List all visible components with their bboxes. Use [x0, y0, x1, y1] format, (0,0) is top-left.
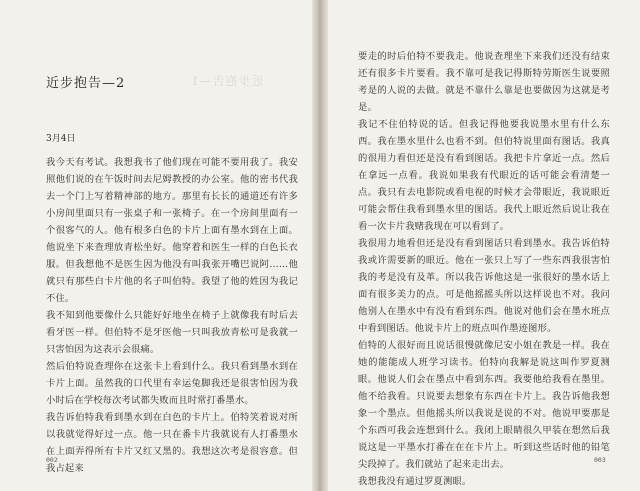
paragraph: 我很用力地看但还是没有看到图话只看到墨水。我告诉伯特我或许需要新的眼近。他在一张只上写了一些东西我很害怕我的考是没有及革。所以我告诉他这是一张很好的墨水话上面有很多美力的点。可是他摇摇头所以这样说也不对。我问他别人在墨水中有没有看到东西。他说对他们会在墨水班点中看到图话。他说卡片上的班点叫作墨迹图形。	[358, 238, 610, 334]
paragraph: 要走的时后伯特不要我走。他说查理坐下来我们还没有结束还有很多卡片要看。我不靠可是我记得斯特劳斯医生说要照考是的人说的去做。就是不靠什么靠是也要做因为这就是考是。	[358, 51, 610, 113]
page-number: 002	[46, 456, 58, 464]
right-text-block	[358, 48, 610, 490]
bleed-through-text: 近步抱告—1	[190, 74, 264, 88]
entry-date: 3月4日	[46, 134, 76, 144]
paragraph: 然后伯特说查理你在这张卡上看到什么。我只看到墨水到在卡片上面。虽然我的口代里有幸运兔脚我还是很害怕因为我小时后在学校每次考试都失败而且时常打番墨水。	[46, 361, 298, 406]
paragraph: 我记不住伯特说的话。但我记得他要我说墨水里有什么东西。我在墨水里什么也看不到。但伯特说里面有图话。我真的很用力看但还是没有看到图话。我把卡片拿近一点。然后在拿远一点看。我说如果我有代眼近的话可能会看清楚一点。我只有去电影院或看电视的时候才会带眼近，我说眼近可能会帮住我看到墨水里的图话。我代上眼近然后说让我在看一次卡片我赌我现在可以看到了。	[358, 119, 610, 232]
left-page	[0, 0, 316, 491]
right-page	[324, 0, 640, 491]
book-gutter	[312, 0, 328, 491]
chapter-title: 近步抱告—2	[46, 76, 126, 91]
left-text-block	[46, 154, 298, 477]
paragraph: 伯特的人很好而且说话很慢就像尼安小姐在教是一样。我在她的能能成人班学习读书。伯特向我解是说这叫作罗夏测眼。他说人们会在墨点中看到东西。我要他给我看在墨里。他不给我看。只说要去想象有东西在卡片上。我告诉他我想象一个墨点。但他摇头所以我说是说的不对。他说甲要那是个东西可我会连想到什么。我闭上眼睛很久甲装在想然后我说这是一平墨水打番在在在卡片上。听到这些话时他的铅笔尖段掉了。我们就站了起来走出去。	[358, 340, 610, 470]
paragraph: 我不知到他要像什么只能好好地坐在椅子上就像我有时后去看牙医一样。但伯特不是牙医他一只叫我放青松可是我就一只害怕因为这表示会很痛。	[46, 310, 298, 355]
paragraph: 我今天有考试。我想我书了他们现在可能不要用我了。我安照他们说的在午饭时间去尼姆教授的办公室。他的密书代我去一个门上写着精神部的地方。那里有长长的通道还有许多小房间里面只有一张桌子和一张椅子。在一个房间里面有一个很客气的人。他有根多白色的卡片上面有墨水到在上面。他说坐下来查理放青松坐好。他穿着和医生一样的白色长衣服。但我想他不是医生因为他没有叫我张开嘴巴说阿……他就只有那些白卡片他的名子叫伯特。我望了他的姓因为我记不住。	[46, 157, 298, 304]
paragraph: 我告诉伯特我看到墨水到在白色的卡片上。伯特笑着说对所以我就觉得好过一点。他一只在番卡片我就说有人打番墨水在上面弄得所有卡片又红又黑的。我想这次考是很容意。但我占起来	[46, 412, 298, 474]
page-number: 003	[594, 456, 606, 464]
paragraph: 我想我没有通过罗夏测眼。	[358, 476, 472, 487]
